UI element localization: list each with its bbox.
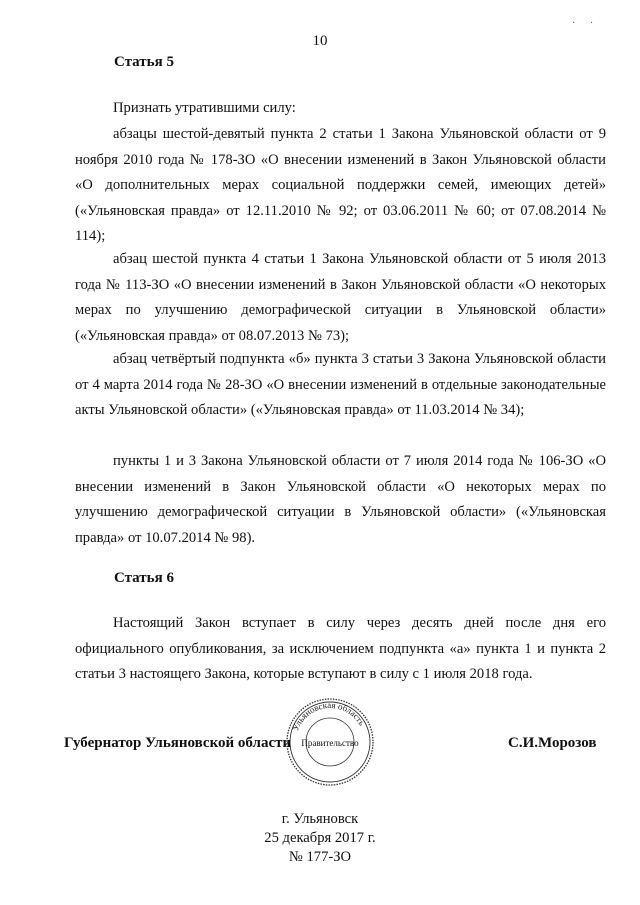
footer-city: г. Ульяновск [281, 811, 359, 827]
article-5-heading: Статья 5 [114, 54, 174, 70]
governor-name: С.И.Морозов [508, 735, 597, 751]
corner-mark: · · [572, 18, 600, 29]
article-5-item: абзац четвёртый подпункта «б» пункта 3 статьи 3 Закона Ульяновской области от 4 марта 2014 года № 28-ЗО «О внесении изменений в отдельные законодательные акты Ульяновской области» («Ульяновская правда» от 11.03.2014 № 34); [75, 351, 606, 418]
page-number: 10 [312, 33, 328, 49]
stamp-ring-text: Ульяновская область [290, 699, 368, 733]
governor-title: Губернатор Ульяновской области [64, 735, 292, 751]
article-5-item: абзацы шестой-девятый пункта 2 статьи 1 Закона Ульяновской области от 9 ноября 2010 года № 178-ЗО «О внесении изменений в Закон Ульяновской области «О дополнительных мерах социальной поддержки семей, имеющих детей» («Ульяновская правда» от 12.11.2010 № 92; от 03.06.2011 № 60; от 07.08.2014 № 114); [75, 126, 606, 244]
article-5-item: пункты 1 и 3 Закона Ульяновской области от 7 июля 2014 года № 106-ЗО «О внесении изменений в Закон Ульяновской области «О некоторых мерах по улучшению демографической ситуации в Ульяновской области» («Ульяновская правда» от 10.07.2014 № 98). [75, 453, 606, 546]
article-6-heading: Статья 6 [114, 570, 174, 586]
footer-law-number: № 177-ЗО [288, 849, 352, 865]
footer-date: 25 декабря 2017 г. [264, 830, 376, 846]
article-5-intro: Признать утратившими силу: [113, 100, 296, 116]
article-6-text: Настоящий Закон вступает в силу через десять дней после дня его официального опубликования, за исключением подпункта «а» пункта 1 и пункта 2 статьи 3 настоящего Закона, которые вступают в силу с 1 июля 2018 года. [75, 615, 606, 682]
official-stamp [285, 697, 375, 787]
article-5-item: абзац шестой пункта 4 статьи 1 Закона Ульяновской области от 5 июля 2013 года № 113-ЗО «О внесении изменений в Закон Ульяновской области «О некоторых мерах по улучшению демографической ситуации в Ульяновской области» («Ульяновская правда» от 08.07.2013 № 73); [75, 251, 606, 344]
document-footer [0, 810, 640, 867]
stamp-center-text: Правительство [301, 738, 359, 748]
